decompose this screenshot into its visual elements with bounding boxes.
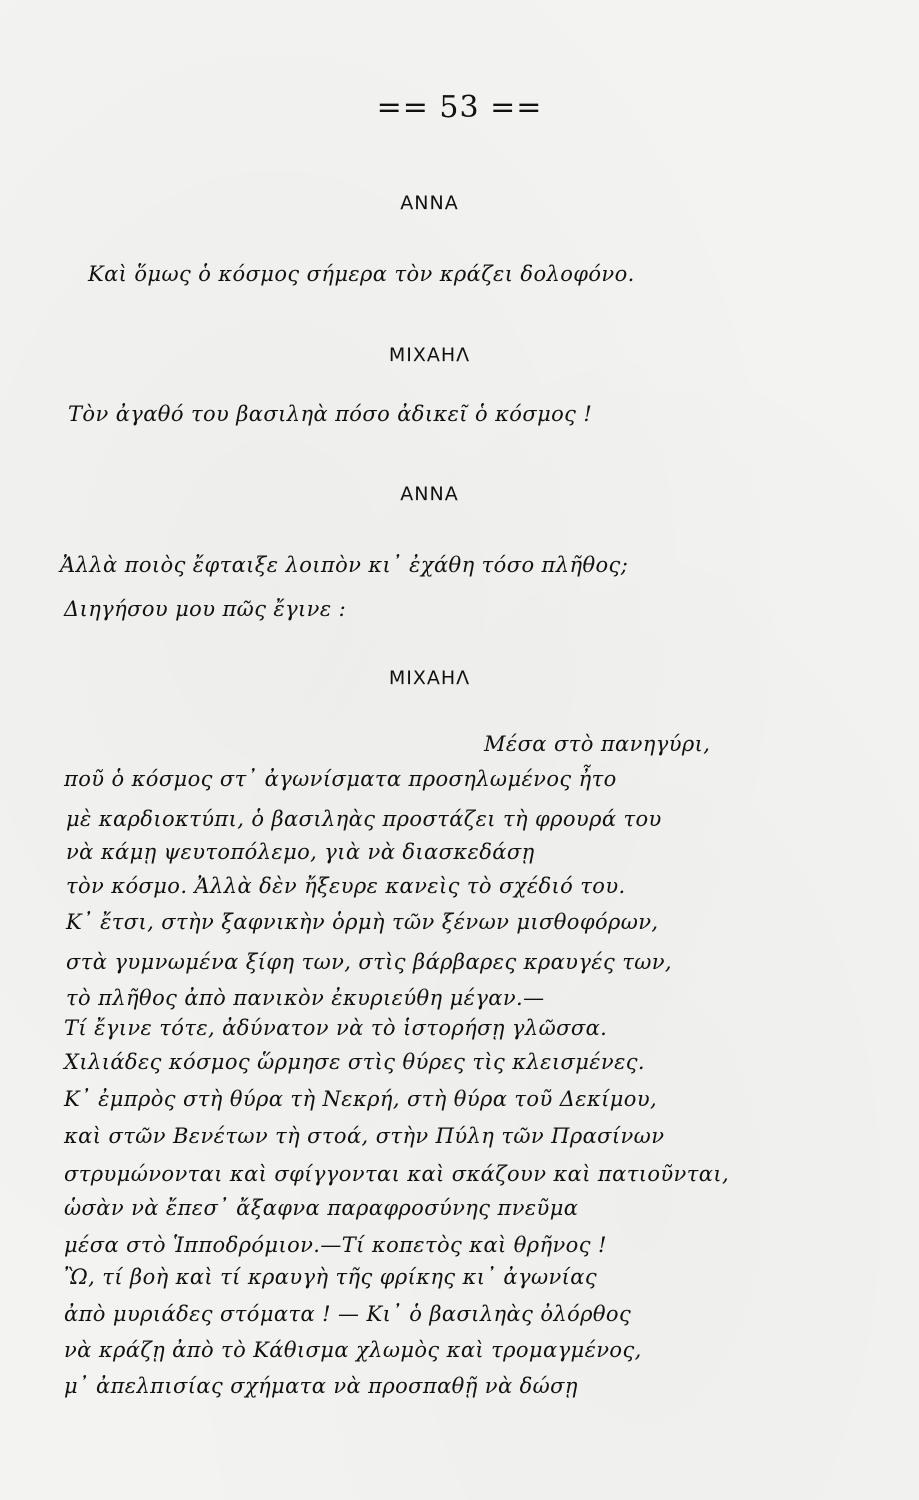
verse-line: τὸν κόσμο. Ἀλλὰ δὲν ἤξευρε κανεὶς τὸ σχέδιό του. xyxy=(66,874,626,898)
page-number: == 53 == xyxy=(376,90,543,125)
verse-line: Τί ἔγινε τότε, ἀδύνατον νὰ τὸ ἱστορήσῃ γλῶσσα. xyxy=(64,1016,608,1040)
verse-line: ἀπὸ μυριάδες στόματα ! — Κι᾽ ὁ βασιληὰς ὀλόρθος xyxy=(64,1302,632,1326)
verse-line: νὰ κάμῃ ψευτοπόλεμο, γιὰ νὰ διασκεδάσῃ xyxy=(66,840,535,864)
verse-line: ὡσὰν νὰ ἔπεσ᾽ ἄξαφνα παραφροσύνης πνεῦμα xyxy=(64,1196,579,1220)
verse-line: Κ᾽ ἔτσι, στὴν ξαφνικὴν ὁρμὴ τῶν ξένων μισθοφόρων, xyxy=(66,910,659,934)
speaker-heading: ΑΝΝΑ xyxy=(400,483,459,505)
verse-line: καὶ στῶν Βενέτων τὴ στοά, στὴν Πύλη τῶν Πρασίνων xyxy=(64,1124,665,1148)
verse-line: Τὸν ἀγαθό του βασιληὰ πόσο ἀδικεῖ ὁ κόσμος ! xyxy=(68,402,593,426)
verse-line: Ὢ, τί βοὴ καὶ τί κραυγὴ τῆς φρίκης κι᾽ ἀγωνίας xyxy=(64,1265,598,1289)
verse-line: Διηγήσου μου πῶς ἔγινε : xyxy=(64,597,347,621)
speaker-heading: ΜΙΧΑΗΛ xyxy=(388,667,471,689)
verse-line: μέσα στὸ Ἱπποδρόμιον.—Τί κοπετὸς καὶ θρῆνος ! xyxy=(64,1233,607,1257)
speaker-heading: ΑΝΝΑ xyxy=(400,192,459,214)
verse-line: Καὶ ὅμως ὁ κόσμος σήμερα τὸν κράζει δολοφόνο. xyxy=(88,262,635,286)
verse-line: στὰ γυμνωμένα ξίφη των, στὶς βάρβαρες κραυγές των, xyxy=(66,950,672,974)
verse-line: Χιλιάδες κόσμος ὥρμησε στὶς θύρες τὶς κλεισμένες. xyxy=(64,1050,645,1074)
speaker-heading: ΜΙΧΑΗΛ xyxy=(388,344,471,366)
verse-line: μ᾽ ἀπελπισίας σχήματα νὰ προσπαθῇ νὰ δώσῃ xyxy=(64,1374,578,1398)
verse-line: στρυμώνονται καὶ σφίγγονται καὶ σκάζουν καὶ πατιοῦνται, xyxy=(64,1162,730,1186)
verse-line: τὸ πλῆθος ἀπὸ πανικὸν ἐκυριεύθη μέγαν.— xyxy=(66,986,545,1010)
verse-line: νὰ κράζῃ ἀπὸ τὸ Κάθισμα χλωμὸς καὶ τρομαγμένος, xyxy=(64,1338,642,1362)
verse-line: Μέσα στὸ πανηγύρι, xyxy=(484,732,711,756)
verse-line: μὲ καρδιοκτύπι, ὁ βασιληὰς προστάζει τὴ φρουρά του xyxy=(66,807,662,831)
verse-line: Κ᾽ ἐμπρὸς στὴ θύρα τὴ Νεκρή, στὴ θύρα τοῦ Δεκίμου, xyxy=(64,1087,658,1111)
verse-line: ποῦ ὁ κόσμος στ᾽ ἀγωνίσματα προσηλωμένος ἦτο xyxy=(64,767,617,791)
verse-line: Ἀλλὰ ποιὸς ἔφταιξε λοιπὸν κι᾽ ἐχάθη τόσο πλῆθος; xyxy=(60,553,629,577)
